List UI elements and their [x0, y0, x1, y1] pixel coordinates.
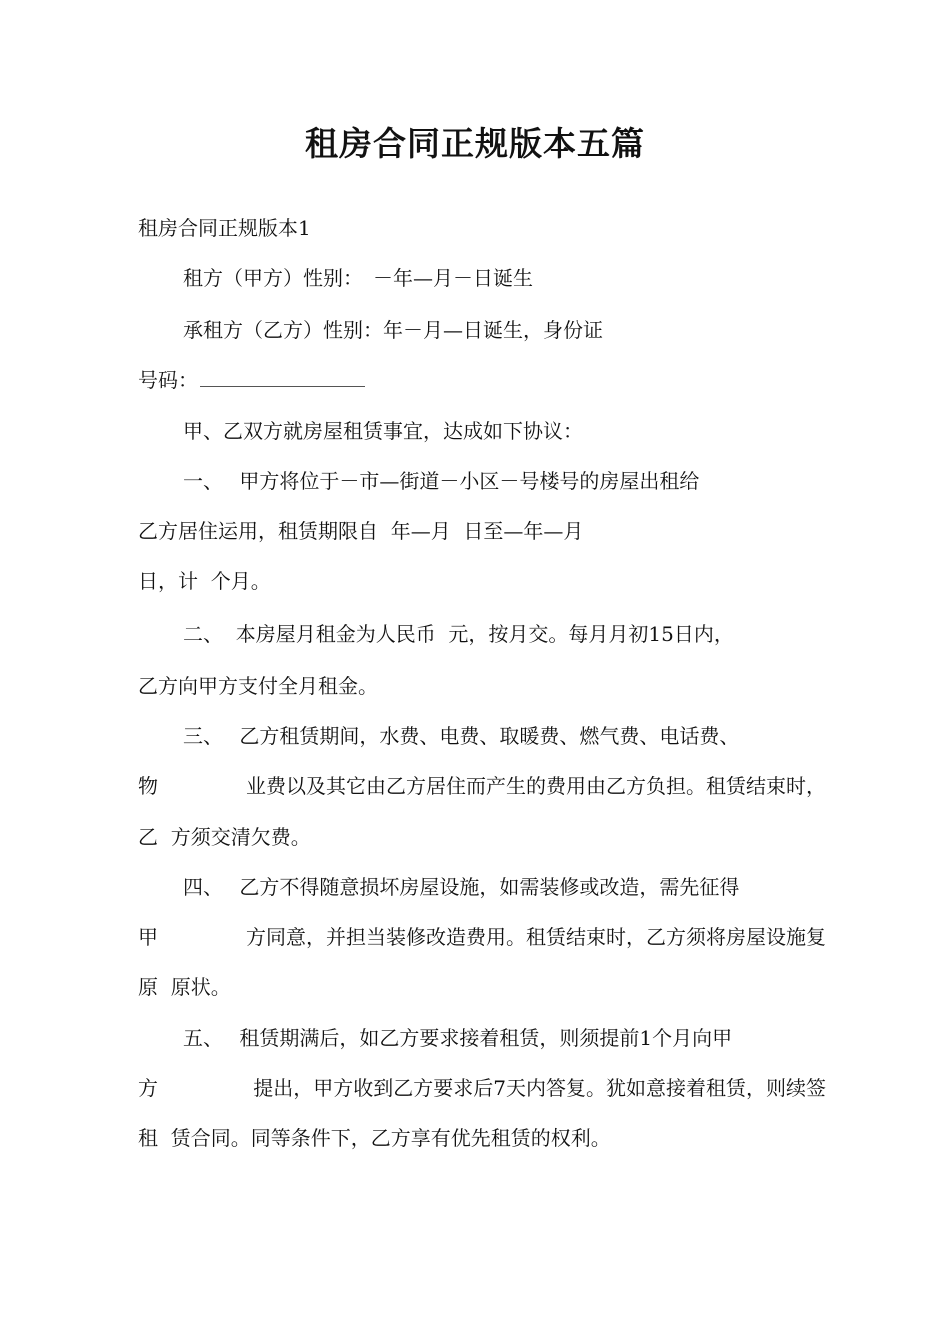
clause-2-line: 二、 本房屋月租金为人民币 元，按月交。每月月初15日内，: [183, 622, 734, 646]
paragraph-line: 租方（甲方）性别： －年—月－日诞生: [183, 266, 533, 290]
line-start-char: 方: [138, 1076, 158, 1100]
clause-1-line: 乙方居住运用，租赁期限自 年—月 日至—年—月: [138, 519, 584, 543]
clause-3-line: [138, 772, 826, 800]
paragraph-line: 甲、乙双方就房屋租赁事宜，达成如下协议：: [183, 419, 583, 443]
clause-4-line: 四、 乙方不得随意损坏房屋设施，如需装修或改造，需先征得: [183, 875, 740, 899]
clause-5-line: 租 赁合同。同等条件下，乙方享有优先租赁的权利。: [138, 1126, 611, 1150]
line-rest: 提出，甲方收到乙方要求后7天内答复。犹如意接着租赁，则续签: [253, 1076, 826, 1100]
clause-3-line: 三、 乙方租赁期间，水费、电费、取暖费、燃气费、电话费、: [183, 724, 740, 748]
clause-5-line: 五、 租赁期满后，如乙方要求接着租赁，则须提前1个月向甲: [183, 1026, 733, 1050]
clause-4-line: 原 原状。: [138, 975, 231, 999]
id-number-label: 号码：: [138, 368, 198, 392]
clause-2-line: 乙方向甲方支付全月租金。: [138, 674, 378, 698]
clause-5-line: [138, 1074, 826, 1102]
line-start-char: 甲: [138, 925, 158, 949]
id-number-blank: [200, 366, 365, 387]
clause-3-line: 乙 方须交清欠费。: [138, 825, 311, 849]
clause-4-line: [138, 923, 826, 951]
paragraph-line: 承租方（乙方）性别：年－月—日诞生，身份证: [183, 318, 603, 342]
clause-1-line: 一、 甲方将位于－市—街道－小区－号楼号的房屋出租给: [183, 469, 700, 493]
id-number-line: [138, 366, 365, 394]
line-rest: 业费以及其它由乙方居住而产生的费用由乙方负担。租赁结束时，: [246, 774, 826, 798]
line-start-char: 物: [138, 774, 158, 798]
clause-1-line: 日，计 个月。: [138, 569, 271, 593]
line-rest: 方同意，并担当装修改造费用。租赁结束时，乙方须将房屋设施复: [246, 925, 826, 949]
section-heading: 租房合同正规版本1: [138, 216, 311, 240]
document-title: 租房合同正规版本五篇: [305, 124, 645, 163]
